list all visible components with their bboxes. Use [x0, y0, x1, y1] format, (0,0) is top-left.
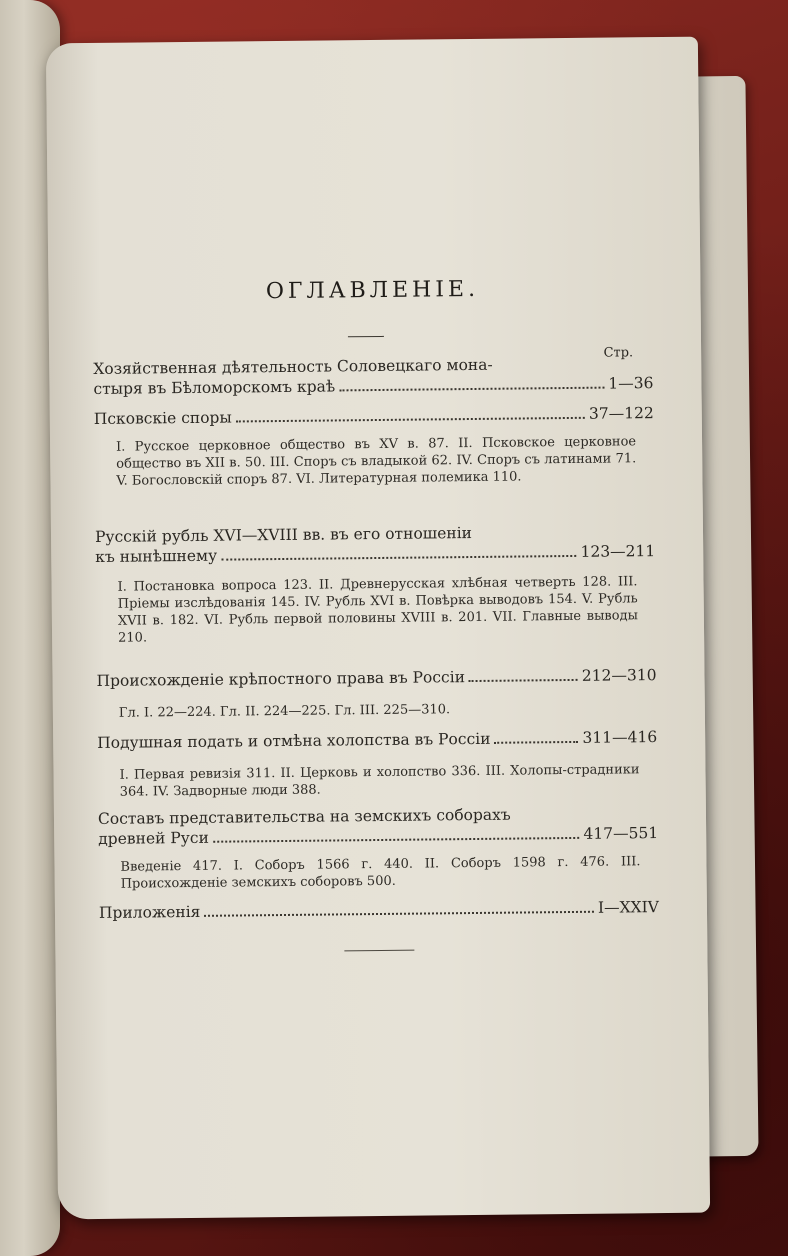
toc-entry-title: Хозяйственная дѣятельность Соловецкаго мона-: [93, 355, 493, 378]
toc-subentries: Гл. I. 22—224. Гл. II. 224—225. Гл. III. 225—310.: [118, 702, 451, 721]
toc-entry-title-continued: къ нынѣшнему: [95, 546, 218, 566]
toc-entry-solovetsky: [93, 353, 653, 399]
leader-dots: [469, 666, 578, 682]
toc-entry-pages: 37—122: [588, 404, 654, 423]
toc-entry-pages: 212—310: [581, 666, 657, 685]
toc-entry-title-continued: стыря въ Бѣломорскомъ краѣ: [93, 377, 336, 398]
toc-entry-title: Составъ представительства на земскихъ соборахъ: [97, 805, 511, 828]
toc-subentries: Введеніе 417. I. Соборъ 1566 г. 440. II. Соборъ 1598 г. 476. III. Происхожденіе земскихъ соборовъ 500.: [120, 854, 641, 892]
toc-entry-poll-tax: [97, 727, 657, 753]
leader-dots: [494, 728, 578, 744]
pages-column-header: Стр.: [603, 345, 634, 361]
toc-entry-pages: 311—416: [582, 728, 658, 747]
toc-entry-pages: 123—211: [580, 542, 656, 561]
toc-entry-appendices: [99, 897, 659, 923]
document-page: [46, 37, 710, 1220]
leader-dots: [339, 374, 604, 392]
toc-entry-title-continued: древней Руси: [98, 828, 209, 848]
toc-entry-title: Приложенія: [98, 902, 201, 922]
toc-entry-serfdom: [96, 665, 656, 691]
toc-entry-title: Русскій рубль XVI—XVIII вв. въ его отношеніи: [94, 524, 473, 546]
title-divider: [348, 336, 384, 337]
page-title: ОГЛАВЛЕНІЕ.: [265, 276, 480, 305]
toc-entry-title: Подушная подать и отмѣна холопства въ Россіи: [97, 729, 491, 752]
toc-entry-pages: 417—551: [583, 824, 659, 843]
toc-subentries: I. Первая ревизія 311. II. Церковь и холопство 336. III. Холопы-страдники 364. IV. Задворные люди 388.: [119, 762, 640, 800]
toc-entry-pages: 1—36: [608, 374, 654, 393]
toc-entry-pages: I—XXIV: [597, 898, 660, 917]
table-of-contents: [90, 37, 660, 922]
leader-dots: [213, 824, 580, 843]
closing-divider: [344, 950, 414, 952]
toc-subentries: I. Постановка вопроса 123. II. Древнерусская хлѣбная четверть 128. III. Пріемы изслѣдованія 145. IV. Рубль XVI в. Повѣрка выводовъ 154. V. Рубль XVII в. 182. VI. Рубль первой половины XVIII в. 201. VII. Главные выводы 210.: [117, 574, 638, 646]
toc-entry-ruble: [95, 521, 655, 567]
toc-entry-title: Происхожденіе крѣпостного права въ Россіи: [96, 668, 466, 690]
toc-subentries: I. Русское церковное общество въ XV в. 87. II. Псковское церковное общество въ XII в. 50. III. Споръ съ владыкой 62. IV. Споръ съ латинами 71. V. Богословскій споръ 87. VI. Литературная полемика 110.: [116, 434, 637, 489]
toc-entry-pskov: [94, 403, 654, 429]
leader-dots: [204, 898, 594, 917]
toc-entry-zemsky-sobors: [98, 803, 658, 849]
leader-dots: [236, 404, 585, 423]
toc-entry-title: Псковскіе споры: [93, 408, 232, 428]
leader-dots: [221, 542, 577, 561]
